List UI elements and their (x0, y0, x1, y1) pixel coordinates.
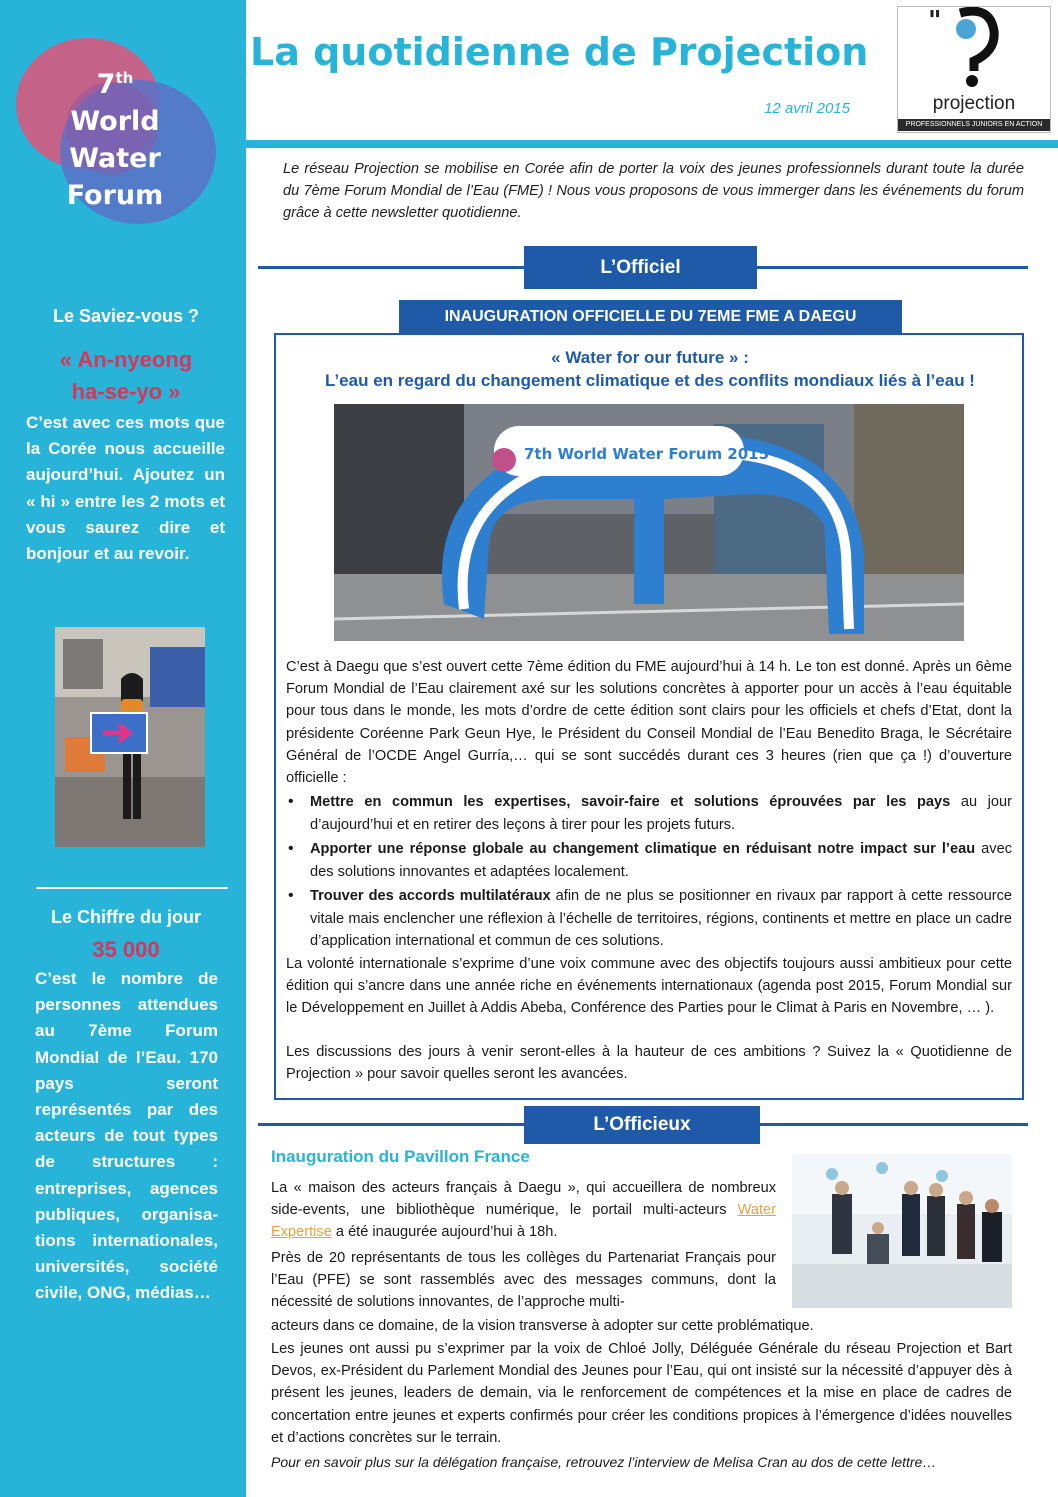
projection-logo-tagline: PROFESSIONNELS JUNIORS EN ACTION (898, 119, 1050, 131)
pavillon-paragraph-3: Les jeunes ont aussi pu s’exprimer par la voix de Chloé Jolly, Déléguée Générale du réseau Projection et Bart Devos, ex-Président du Parlement Mondial des Jeunes pour l’Eau, qui ont insisté sur la nécessité d’appuyer dès à présent les jeunes, leaders de demain, via le renforcement de compétences et la mise en place de cadres de concertation entre jeunes et experts confirmés pour créer les conditions propices à l’émergence d’idées nouvelles et d’actions concrètes sur le terrain. (271, 1341, 1012, 1446)
list-item: • Apporter une réponse globale au changement climatique en réduisant notre impact sur l’eau avec des solutions innovantes et adaptées localement. (286, 838, 1012, 883)
gate-sign-text: 7th World Water Forum 2015 (524, 445, 770, 463)
officiel-paragraph-3: Les discussions des jours à venir seront-elles à la hauteur de ces ambitions ? Suivez la « Quotidienne de Projection » pour savoir quelles seront les avancées. (286, 1044, 1012, 1083)
forum-gate-photo (334, 404, 964, 641)
footer-note: Pour en savoir plus sur la délégation française, retrouvez l’interview de Melisa Cran au dos de cette lettre… (271, 1454, 937, 1470)
headline-line-1: « Water for our future » : (551, 348, 749, 367)
pavillon-paragraph-2-top: Près de 20 représentants de tous les collèges du Partenariat Français pour l’Eau (PFE) se sont rassemblés avec des messages communs, dont la nécessité de solutions innovantes, de l’approche multi- (271, 1250, 776, 1311)
water-expertise-link[interactable]: Water Expertise (271, 1202, 776, 1241)
officiel-paragraph-1: C’est à Daegu que s’est ouvert cette 7ème édition du FME aujourd’hui à 14 h. Le ton est donné. Après un 6ème Forum Mondial de l’Eau clairement axé sur les solutions concrètes à apporter pour un accès à l’eau équitable pour tous dans le monde, les mots d’ordre de cette édition sont clairs pour les officiels et chefs d’Etat, dont la présidente Coréenne Park Geun Hye, le Président du Conseil Mondial de l’Eau Benedito Braga, le Sécrétaire Général de l’OCDE Angel Gurría,… qui se sont succédés durant ces 3 heures (rien que ça !) d’ouverture officielle : (286, 659, 1012, 787)
list-item: • Mettre en commun les expertises, savoir-faire et solutions éprouvées par les pays au jour d’aujourd’hui et en retirer des leçons à tirer pour les projets futurs. (286, 791, 1012, 836)
projection-logo-name: projection (932, 93, 1016, 114)
greeting-line-2: ha-se-yo » (71, 379, 181, 404)
saviez-vous-title: Le Saviez-vous ? (52, 306, 200, 326)
officiel-headline (276, 346, 1024, 392)
projection-logo (897, 6, 1051, 133)
chiffre-du-jour-value: 35 000 (92, 937, 160, 962)
volunteer-photo (55, 627, 205, 847)
world-water-forum-text: 7th World Water Forum (66, 69, 164, 211)
svg-text:": " (928, 7, 942, 36)
officiel-paragraph-2: La volonté internationale s’exprime d’une voix commune avec des objectifs toujours aussi ambitieux pour cette édition qui s’ancre dans une année riche en événements internationaux (agenda post 2015, Forum Mondial sur le Développement en Juillet à Addis Abeba, Conférence des Parties pour le Climat à Paris en Novembre, … ). (286, 956, 1012, 1017)
saviez-vous-text: C’est avec ces mots que la Corée nous accueille aujourd’hui. Ajoutez un « hi » entre les 2 mots et vous saurez dire et bonjour et au revoir. (26, 413, 225, 564)
chiffre-du-jour-text: C’est le nombre de personnes attendues au 7ème Forum Mondial de l’Eau. 170 pays seront représentés par des acteurs de tout types de structures : entreprises, agences publiques, organisa-tions internationales, universités, société civile, ONG, médias… (35, 969, 218, 1303)
chiffre-du-jour-title: Le Chiffre du jour (51, 907, 201, 927)
pavillon-france-photo (792, 1154, 1012, 1308)
header-rule (246, 140, 1058, 148)
pavillon-france-title: Inauguration du Pavillon France (271, 1147, 530, 1166)
sidebar-divider (36, 887, 228, 889)
issue-date: 12 avril 2015 (764, 100, 850, 117)
intro-paragraph: Le réseau Projection se mobilise en Corée afin de porter la voix des jeunes professionnels durant toute la durée du 7ème Forum Mondial de l’Eau (FME) ! Nous vous proposons de vous immerger dans les événements du forum grâce à cette newsletter quotidienne. (283, 161, 1024, 221)
greeting-line-1: « An-nyeong (59, 347, 193, 372)
pavillon-paragraph-1: La « maison des acteurs français à Daegu », qui accueillera de nombreux side-events, une bibliothèque numérique, le portail multi-acteurs Water Expertise a été inaugurée aujourd’hui à 18h. (271, 1180, 776, 1241)
newsletter-title: La quotidienne de Projection (250, 30, 869, 74)
officieux-section-label: L’Officieux (524, 1106, 760, 1144)
inauguration-banner: INAUGURATION OFFICIELLE DU 7EME FME A DAEGU (399, 300, 902, 334)
officiel-section-label: L’Officiel (524, 246, 757, 289)
list-item: • Trouver des accords multilatéraux afin de ne plus se positionner en rivaux par rapport à cette ressource vitale mais enclencher une réflexion à l’échelle de territoires, régions, continents et mettre en place un cadre d’application international et commun de ces solutions. (286, 885, 1012, 953)
headline-line-2: L’eau en regard du changement climatique et des conflits mondiaux liés à l’eau ! (325, 371, 975, 390)
pavillon-paragraph-2-bottom: acteurs dans ce domaine, de la vision transverse à adopter sur cette problématique. (271, 1318, 814, 1334)
officiel-key-points (286, 791, 1012, 955)
